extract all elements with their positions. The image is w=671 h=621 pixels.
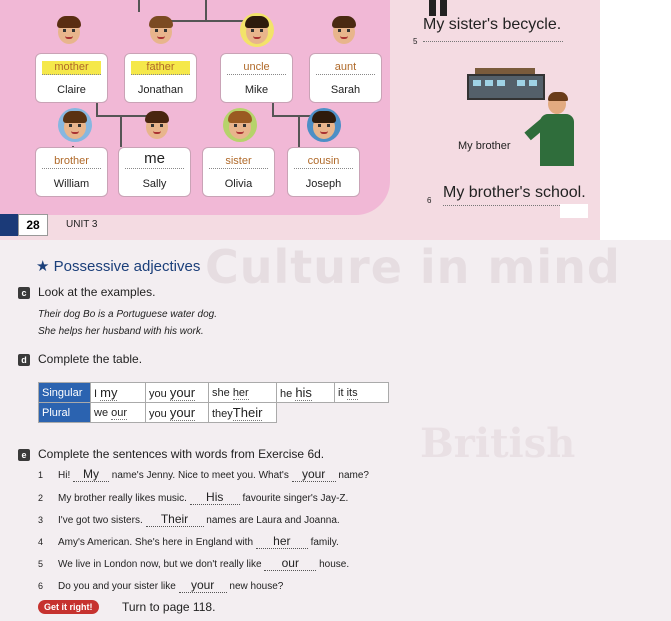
- sentence-text: name's Jenny. Nice to meet you. What's: [109, 470, 292, 481]
- card-me: [118, 147, 191, 197]
- pronoun: I: [94, 388, 98, 400]
- answer-gap[interactable]: her: [256, 534, 308, 549]
- pronoun: it: [338, 386, 344, 399]
- exercise-d-badge: d: [18, 354, 30, 366]
- sentence: [58, 490, 348, 505]
- sentence-text: favourite singer's Jay-Z.: [239, 493, 349, 504]
- star-icon: ★: [36, 258, 50, 275]
- tree-line: [168, 20, 248, 22]
- tree-line: [138, 0, 140, 12]
- sentence-number: 5: [38, 559, 44, 569]
- worksheet-page: [0, 240, 671, 621]
- person-name: William: [53, 178, 90, 190]
- sentence: [58, 467, 369, 482]
- card-aunt: [309, 53, 382, 103]
- answer-gap[interactable]: your: [292, 467, 336, 482]
- answer-gap[interactable]: Their: [146, 512, 204, 527]
- example-sentence: She helps her husband with his work.: [38, 326, 204, 337]
- table-cell[interactable]: [209, 403, 277, 423]
- empty-cell: [277, 403, 335, 423]
- cousin-face-icon: [307, 108, 341, 142]
- table-row: [39, 403, 389, 423]
- get-it-right-badge: Get it right!: [38, 600, 99, 614]
- relation-label: mother: [42, 61, 101, 75]
- card-uncle: [220, 53, 293, 103]
- sentence-text: names are Laura and Joanna.: [203, 515, 340, 526]
- card-mother: [35, 53, 108, 103]
- answer-gap[interactable]: My: [73, 467, 109, 482]
- sentence-number: 4: [38, 537, 44, 547]
- card-cousin: [287, 147, 360, 197]
- aunt-face-icon: [327, 13, 361, 47]
- card-sister: [202, 147, 275, 197]
- person-name: Jonathan: [137, 84, 184, 96]
- sentence-text: new house?: [226, 581, 284, 592]
- person-name: Mike: [244, 84, 269, 96]
- item-6-answer: My brother's school.: [443, 184, 586, 206]
- sentence-number: 3: [38, 515, 44, 525]
- exercise-e-badge: e: [18, 449, 30, 461]
- answer-fill: our: [111, 406, 128, 419]
- answer-fill: my: [100, 385, 118, 400]
- answer-fill: your: [169, 405, 196, 420]
- tree-line: [272, 115, 312, 117]
- brother-caption: My brother: [458, 140, 511, 152]
- card-brother: [35, 147, 108, 197]
- pronoun: they: [212, 408, 233, 420]
- sentence-number: 6: [38, 581, 44, 591]
- sentence-text: family.: [307, 537, 339, 548]
- legs-illustration: [427, 0, 451, 14]
- answer-gap[interactable]: His: [190, 490, 240, 505]
- pronoun: we: [94, 406, 109, 419]
- row-header: Singular: [39, 383, 91, 403]
- sentence-text: house.: [316, 559, 350, 570]
- exercise-c-badge: c: [18, 287, 30, 299]
- bleed-through-text: Culture in mind: [205, 240, 621, 294]
- table-cell[interactable]: [91, 403, 146, 423]
- brother-illustration: [522, 92, 578, 168]
- sentence: [58, 556, 349, 571]
- answer-fill: his: [295, 385, 312, 400]
- table-cell[interactable]: [277, 383, 335, 403]
- sentence-text: I've got two sisters.: [58, 515, 146, 526]
- person-name: Joseph: [305, 178, 342, 190]
- table-cell[interactable]: [146, 403, 209, 423]
- table-cell[interactable]: [91, 383, 146, 403]
- family-tree-panel: [0, 0, 600, 240]
- bleed-through-text: British: [420, 420, 576, 467]
- sentence: [58, 512, 340, 527]
- relation-label: father: [131, 61, 190, 75]
- empty-cell: [335, 403, 389, 423]
- turn-to-page-text: Turn to page 118.: [122, 600, 216, 614]
- page-number-bar: [0, 214, 18, 236]
- tree-line: [96, 102, 98, 116]
- card-father: [124, 53, 197, 103]
- relation-label: uncle: [227, 61, 286, 75]
- answer-fill: her: [232, 386, 249, 399]
- me-face-icon: [140, 108, 174, 142]
- uncle-face-icon: [240, 13, 274, 47]
- possessive-table: [38, 382, 389, 423]
- relation-label: brother: [42, 155, 101, 169]
- unit-label: UNIT 3: [66, 219, 98, 230]
- tree-line: [120, 115, 122, 147]
- person-name: Sally: [142, 178, 167, 190]
- sister-face-icon: [223, 108, 257, 142]
- tree-line: [205, 0, 207, 22]
- sentence: [58, 578, 283, 593]
- sentence-text: name?: [335, 470, 369, 481]
- father-face-icon: [144, 13, 178, 47]
- pronoun: she: [212, 386, 230, 399]
- pronoun: you: [149, 408, 167, 420]
- table-row: [39, 383, 389, 403]
- mother-face-icon: [52, 13, 86, 47]
- sentence-number: 2: [38, 493, 44, 503]
- page-number: 28: [18, 214, 48, 236]
- correction-patch: [560, 204, 588, 218]
- sentence-text: Hi!: [58, 470, 73, 481]
- item-5-answer: My sister's becycle.: [423, 14, 563, 42]
- relation-label: me: [125, 150, 184, 169]
- table-cell[interactable]: [335, 383, 389, 403]
- answer-fill: Their: [232, 405, 263, 420]
- exercise-c-instruction: Look at the examples.: [38, 285, 156, 299]
- sentence-text: Amy's American. She's here in England with: [58, 537, 256, 548]
- tree-line: [272, 102, 274, 116]
- item-6-number: 6: [427, 196, 432, 205]
- answer-fill: your: [169, 385, 196, 400]
- row-header: Plural: [39, 403, 91, 423]
- answer-gap[interactable]: our: [264, 556, 316, 571]
- brother-face-icon: [58, 108, 92, 142]
- relation-label: aunt: [316, 61, 375, 75]
- exercise-e-instruction: Complete the sentences with words from Exercise 6d.: [38, 447, 325, 461]
- answer-gap[interactable]: your: [179, 578, 227, 593]
- pronoun: he: [280, 388, 293, 400]
- sentence: [58, 534, 339, 549]
- exercise-d-instruction: Complete the table.: [38, 352, 143, 366]
- example-sentence: Their dog Bo is a Portuguese water dog.: [38, 309, 217, 320]
- answer-fill: its: [346, 386, 358, 399]
- person-name: Claire: [57, 84, 86, 96]
- table-cell[interactable]: [146, 383, 209, 403]
- sentence-text: My brother really likes music.: [58, 493, 190, 504]
- sentence-number: 1: [38, 470, 44, 480]
- section-title: [36, 257, 200, 275]
- section-title-text: Possessive adjectives: [53, 258, 201, 275]
- pronoun: you: [149, 388, 167, 400]
- person-name: Sarah: [330, 84, 361, 96]
- relation-label: sister: [209, 155, 268, 169]
- item-5-number: 5: [413, 37, 418, 46]
- sentence-text: We live in London now, but we don't really like: [58, 559, 265, 570]
- sentence-text: Do you and your sister like: [58, 581, 179, 592]
- person-name: Olivia: [224, 178, 253, 190]
- relation-label: cousin: [294, 155, 353, 169]
- tree-line: [298, 115, 300, 147]
- table-cell[interactable]: [209, 383, 277, 403]
